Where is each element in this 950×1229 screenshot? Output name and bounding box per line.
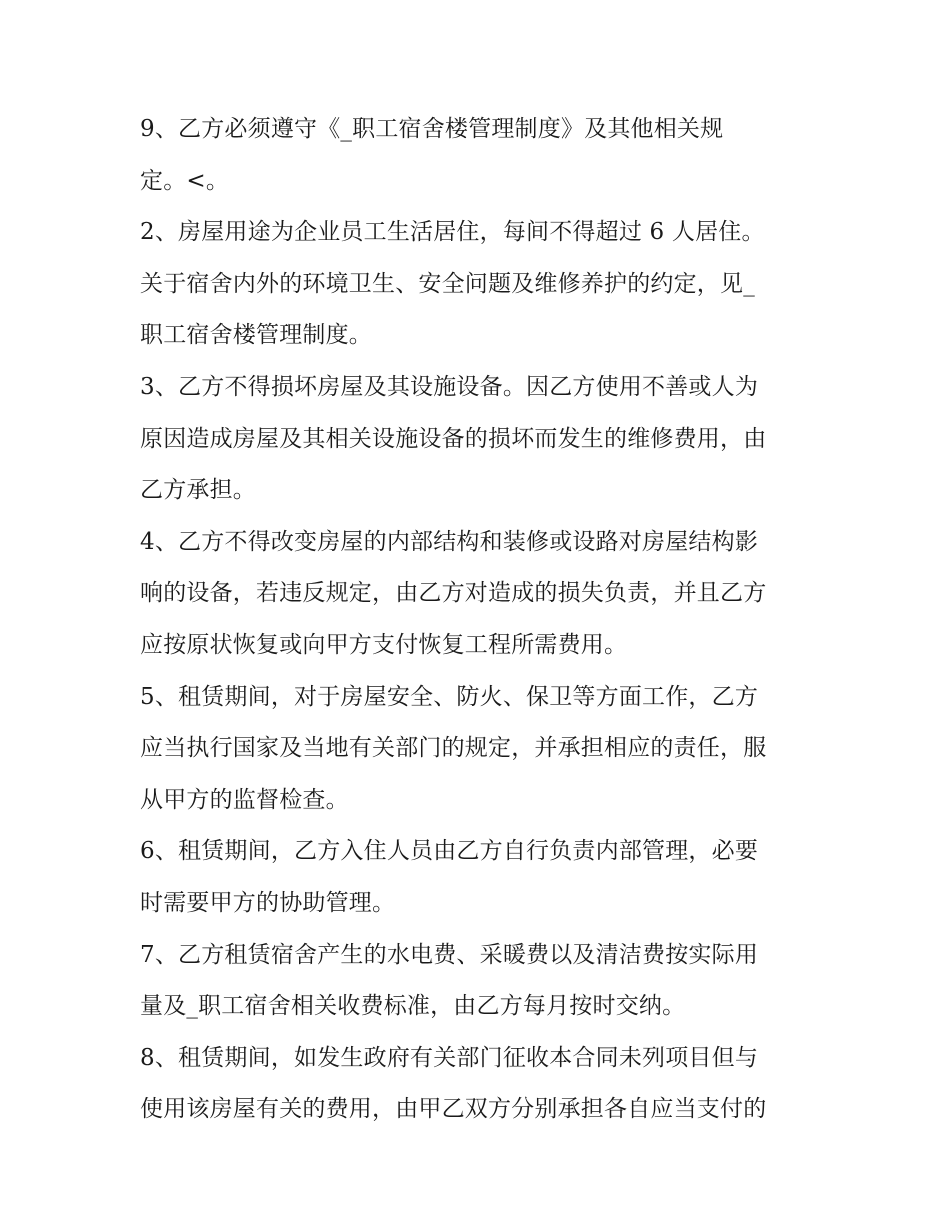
clause-9-paragraph	[140, 104, 820, 207]
clause-2-paragraph	[140, 207, 820, 362]
text-line: 应按原状恢复或向甲方支付恢复工程所需费用。	[140, 631, 628, 658]
text-line: 定。<。	[140, 167, 230, 194]
clause-6-paragraph	[140, 826, 820, 929]
text-line: 7、乙方租赁宿舍产生的水电费、采暖费以及清洁费按实际用	[140, 941, 759, 968]
text-line: 6、租赁期间，乙方入住人员由乙方自行负责内部管理，必要	[140, 838, 759, 865]
text-line: 响的设备，若违反规定，由乙方对造成的损失负责，并且乙方	[140, 580, 767, 607]
text-line: 职工宿舍楼管理制度。	[140, 322, 372, 349]
document-body	[140, 104, 820, 1136]
text-line: 量及_职工宿舍相关收费标准，由乙方每月按时交纳。	[140, 993, 686, 1020]
clause-7-paragraph	[140, 930, 820, 1033]
text-line: 时需要甲方的协助管理。	[140, 889, 396, 916]
text-line: 使用该房屋有关的费用，由甲乙双方分别承担各自应当支付的	[140, 1096, 767, 1123]
text-line: 9、乙方必须遵守《_职工宿舍楼管理制度》及其他相关规	[140, 116, 724, 142]
clause-4-paragraph	[140, 517, 820, 672]
text-line: 应当执行国家及当地有关部门的规定，并承担相应的责任，服	[140, 735, 767, 762]
clause-3-paragraph	[140, 362, 820, 517]
text-line: 从甲方的监督检查。	[140, 786, 349, 813]
clause-5-paragraph	[140, 672, 820, 827]
text-line: 原因造成房屋及其相关设施设备的损坏而发生的维修费用，由	[140, 425, 767, 452]
text-line: 乙方承担。	[140, 477, 256, 504]
text-line: 关于宿舍内外的环境卫生、安全问题及维修养护的约定，见_	[140, 270, 755, 297]
clause-8-paragraph	[140, 1033, 820, 1136]
text-line: 2、房屋用途为企业员工生活居住，每间不得超过 6 人居住。	[140, 219, 765, 246]
text-line: 5、租赁期间，对于房屋安全、防火、保卫等方面工作，乙方	[140, 683, 759, 710]
text-line: 3、乙方不得损坏房屋及其设施设备。因乙方使用不善或人为	[140, 373, 759, 400]
text-line: 8、租赁期间，如发生政府有关部门征收本合同未列项目但与	[140, 1044, 759, 1071]
text-line: 4、乙方不得改变房屋的内部结构和装修或设路对房屋结构影	[140, 528, 759, 555]
